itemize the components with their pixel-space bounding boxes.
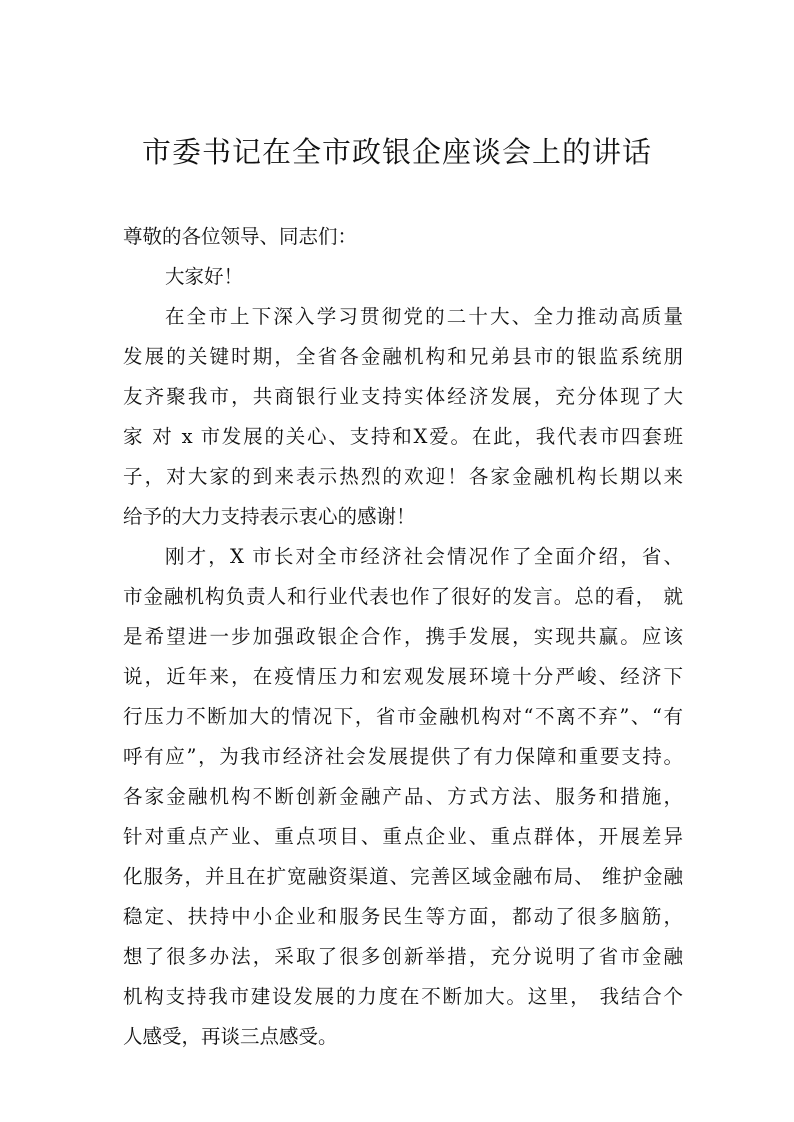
paragraph-2-line-13: 人感受，再谈三点感受。 — [123, 1025, 338, 1048]
paragraph-1-line-1: 在全市上下深入学习贯彻党的二十大、全力推动高质量 — [165, 305, 683, 328]
paragraph-2-line-12: 机构支持我市建设发展的力度在不断加大。这里， 我结合个 — [123, 985, 683, 1008]
paragraph-2-line-8: 针对重点产业、重点项目、重点企业、重点群体，开展差异 — [123, 825, 683, 848]
paragraph-1-line-4: 家 对 x 市发展的关心、支持和X爱。在此，我代表市四套班 — [123, 425, 683, 448]
paragraph-2-line-1: 刚才，X 市长对全市经济社会情况作了全面介绍，省、 — [165, 545, 683, 568]
paragraph-1-line-3: 友齐聚我市，共商银行业支持实体经济发展，充分体现了大 — [123, 385, 683, 408]
salutation-line: 尊敬的各位领导、同志们： — [123, 225, 358, 248]
paragraph-1-line-5: 子，对大家的到来表示热烈的欢迎！各家金融机构长期以来 — [123, 465, 683, 488]
document-body — [123, 217, 683, 1057]
paragraph-2-line-9: 化服务，并且在扩宽融资渠道、完善区域金融布局、 维护金融 — [123, 865, 683, 888]
paragraph-2-line-11: 想了很多办法，采取了很多创新举措，充分说明了省市金融 — [123, 945, 683, 968]
paragraph-2-line-3: 是希望进一步加强政银企合作，携手发展，实现共赢。应该 — [123, 625, 683, 648]
paragraph-1-line-6: 给予的大力支持表示衷心的感谢！ — [123, 505, 416, 528]
paragraph-2-line-2: 市金融机构负责人和行业代表也作了很好的发言。总的看， 就 — [123, 585, 683, 608]
greeting-line: 大家好！ — [165, 265, 244, 288]
paragraph-2-line-4: 说，近年来，在疫情压力和宏观发展环境十分严峻、经济下 — [123, 665, 683, 688]
document-title: 市委书记在全市政银企座谈会上的讲话 — [141, 135, 652, 169]
paragraph-2-line-6: 呼有应”，为我市经济社会发展提供了有力保障和重要支持。 — [123, 745, 683, 768]
paragraph-2-line-5: 行压力不断加大的情况下，省市金融机构对“不离不弃”、“有 — [123, 705, 683, 728]
paragraph-1-line-2: 发展的关键时期，全省各金融机构和兄弟县市的银监系统朋 — [123, 345, 683, 368]
paragraph-2-line-7: 各家金融机构不断创新金融产品、方式方法、服务和措施， — [123, 785, 683, 808]
paragraph-2-line-10: 稳定、扶持中小企业和服务民生等方面，都动了很多脑筋， — [123, 905, 683, 928]
